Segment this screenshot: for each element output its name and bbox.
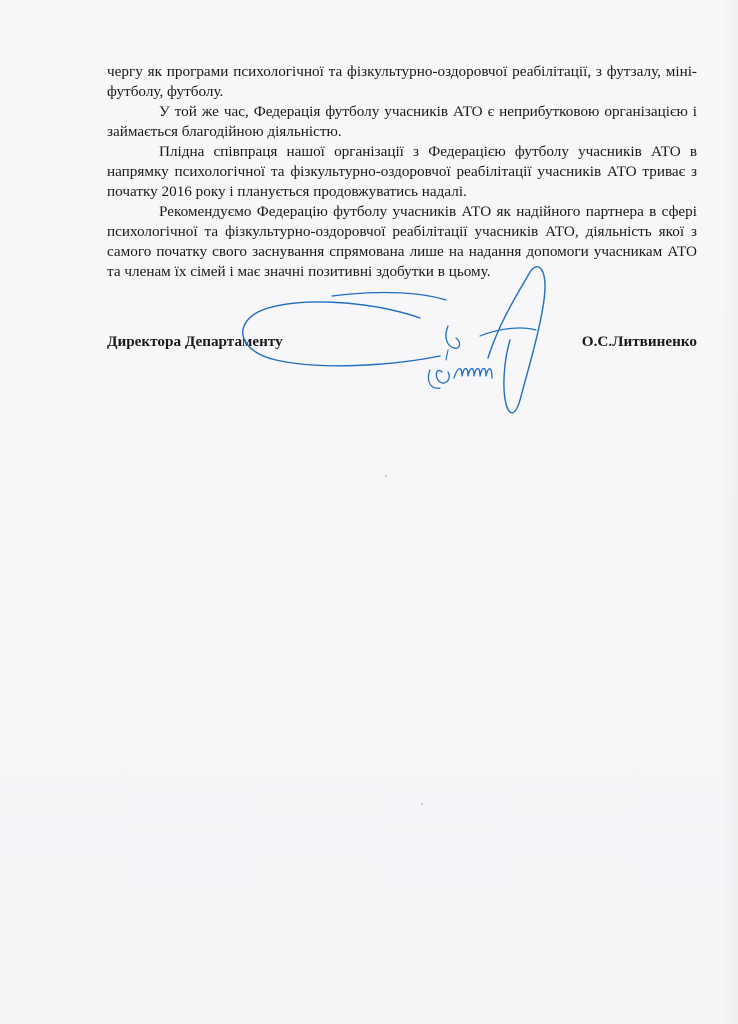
paragraph-3: Плідна співпраця нашої організації з Федерацією футболу учасників АТО в напрямку психологічної та фізкультурно-оздоровчої реабілітації учасників АТО триває з початку 2016 року і планується продовжуватись надалі.: [107, 143, 697, 200]
scan-speck: [421, 803, 423, 805]
signatory-name: О.С.Литвиненко: [581, 333, 697, 350]
page-edge-shadow: [722, 0, 738, 1024]
letter-body: [107, 62, 697, 282]
paragraph-4: Рекомендуємо Федерацію футболу учасників АТО як надійного партнера в сфері психологічної та фізкультурно-оздоровчої реабілітації учасників АТО, діяльність якої з самого початку свого заснування спрямована лише на надання допомоги учасникам АТО та членам їх сімей і має значні позитивні здобутки в цьому.: [107, 203, 697, 280]
scan-speck: [385, 475, 387, 477]
signatory-title: Директора Департаменту: [107, 333, 283, 350]
signature-block: [107, 333, 697, 355]
paragraph-2: У той же час, Федерація футболу учасників АТО є неприбутковою організацією і займається благодійною діяльністю.: [107, 103, 697, 140]
paragraph-1: чергу як програми психологічної та фізкультурно-оздоровчої реабілітації, з футзалу, міні-футболу, футболу.: [107, 63, 697, 100]
